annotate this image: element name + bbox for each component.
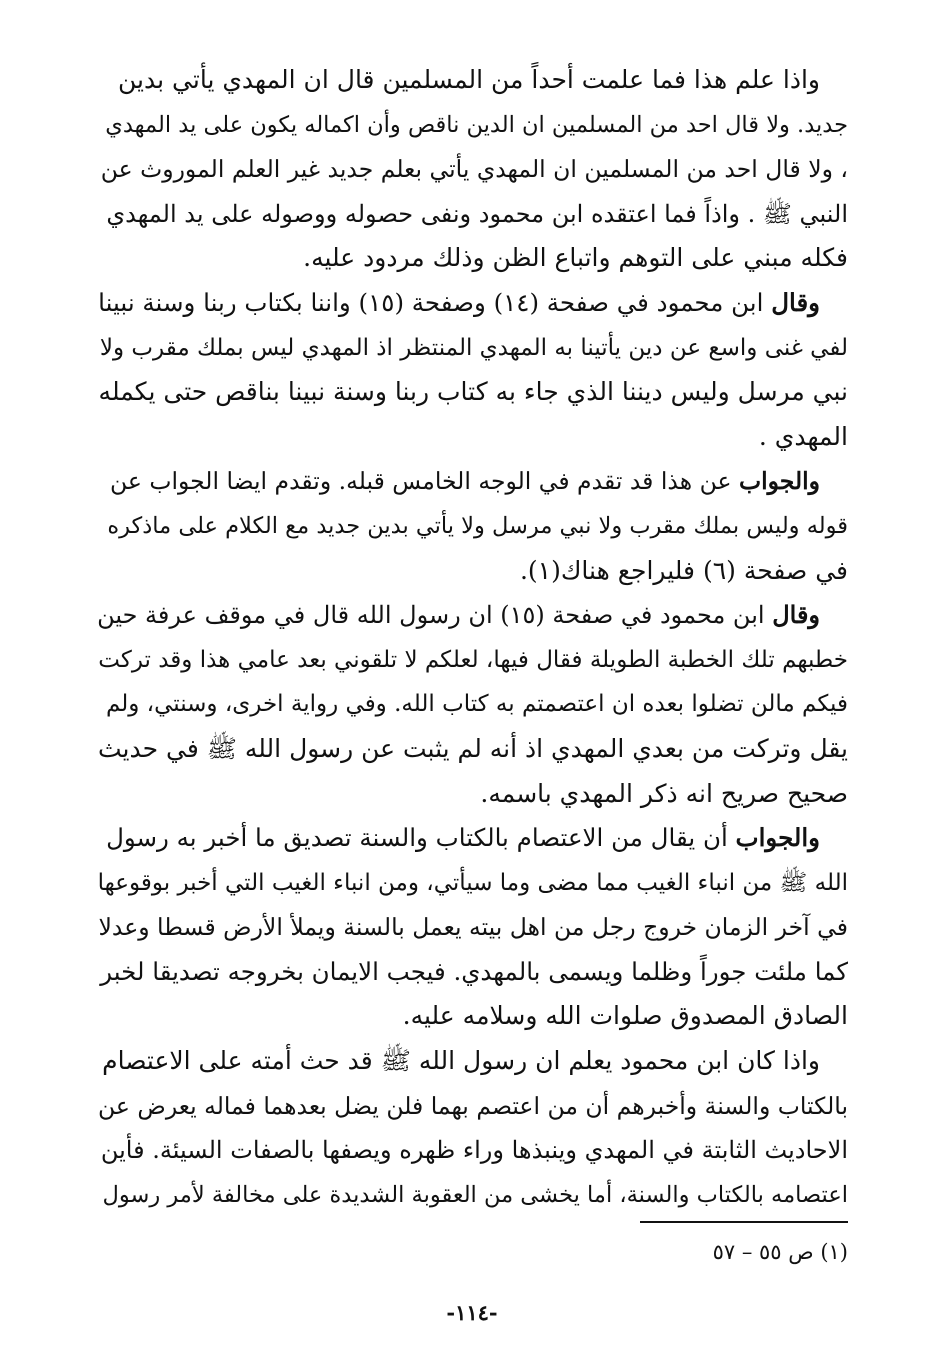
line-text: اعتصامه بالكتاب والسنة، أما يخشى من العقوبة الشديدة على مخالفة لأمر رسول — [102, 1181, 848, 1208]
line-text: لفي غنى واسع عن دين يأتينا به المهدي المنتظر اذ المهدي ليس بملك مقرب ولا — [99, 334, 848, 361]
paragraph-lead-word: وقال — [771, 287, 820, 317]
line-text: بالكتاب والسنة وأخبرهم أن من اعتصم بهما فلن يضل بعدهما فماله يعرض عن — [98, 1091, 848, 1120]
line-text: فيكم مالن تضلوا بعده ان اعتصمتم به كتاب الله. وفي رواية اخرى، وسنتي، ولم — [105, 691, 848, 718]
text-line — [96, 281, 848, 326]
text-line — [96, 1039, 848, 1084]
text-line — [96, 504, 848, 549]
footnote-separator — [640, 1221, 848, 1223]
footnote: (١) ص ٥٥ – ٥٧ — [712, 1240, 848, 1264]
line-text: النبي ﷺ . واذاً فما اعتقده ابن محمود ونفى حصوله ووصوله على يد المهدي — [106, 199, 848, 228]
text-line — [96, 950, 848, 995]
line-text: المهدي . — [758, 421, 848, 451]
line-text: الصادق المصدوق صلوات الله وسلامه عليه. — [402, 1001, 848, 1031]
line-text: في صفحة (٦) فليراجع هناك(١). — [519, 555, 848, 585]
text-line — [96, 772, 848, 817]
text-line — [96, 816, 848, 861]
page-number: -١١٤- — [446, 1300, 498, 1325]
text-line — [96, 58, 848, 103]
paragraph-lead-word: وقال — [772, 600, 820, 630]
line-text: قوله وليس بملك مقرب ولا نبي مرسل ولا يأتي بدين جديد مع الكلام على ماذكره — [107, 512, 848, 539]
line-text: يقل وتركت من بعدي المهدي اذ أنه لم يثبت عن رسول الله ﷺ في حديث — [97, 733, 848, 763]
line-text: عن هذا قد تقدم في الوجه الخامس قبله. وتقدم ايضا الجواب عن — [109, 467, 739, 496]
text-line — [96, 727, 848, 772]
text-line — [96, 638, 848, 683]
text-line — [96, 1173, 848, 1218]
text-line — [96, 236, 848, 281]
text-line — [96, 147, 848, 192]
line-text: ، ولا قال احد من المسلمين ان المهدي يأتي بعلم جديد غير العلم الموروث عن — [100, 155, 848, 184]
text-line — [96, 415, 848, 460]
line-text: خطبهم تلك الخطبة الطويلة فقال فيها، لعلكم لا تلقوني بعد عامي هذا وقد تركت — [98, 646, 848, 673]
line-text: ابن محمود في صفحة (١٤) وصفحة (١٥) واننا بكتاب ربنا وسنة نبينا — [98, 287, 772, 317]
line-text: في آخر الزمان خروج رجل من اهل بيته يعمل بالسنة ويملأ الأرض قسطا وعدلا — [98, 913, 848, 942]
line-text: صحيح صريح انه ذكر المهدي باسمه. — [480, 778, 848, 808]
text-line — [96, 994, 848, 1039]
text-line — [96, 905, 848, 950]
line-text: الاحاديث الثابتة في المهدي وينبذها وراء ظهره ويصفها بالصفات السيئة. فأين — [100, 1136, 848, 1165]
text-line — [96, 1084, 848, 1129]
line-text: كما ملئت جوراً وظلما ويسمى بالمهدي. فيجب الايمان بخروجه تصديقا لخبر — [100, 956, 848, 986]
body-text — [96, 58, 848, 1217]
line-text: جديد. ولا قال احد من المسلمين ان الدين ناقص وأن اكماله يكون على يد المهدي — [105, 111, 848, 138]
line-text: فكله مبني على التوهم واتباع الظن وذلك مردود عليه. — [303, 243, 848, 273]
line-text: ابن محمود في صفحة (١٥) ان رسول الله قال في موقف عرفة حين — [97, 601, 773, 630]
text-line — [96, 326, 848, 371]
paragraph-lead-word: والجواب — [735, 823, 820, 853]
line-text: واذا كان ابن محمود يعلم ان رسول الله ﷺ قد حث أمته على الاعتصام — [102, 1046, 820, 1076]
text-line — [96, 549, 848, 594]
line-text: أن يقال من الاعتصام بالكتاب والسنة تصديق ما أخبر به رسول — [106, 823, 736, 853]
line-text: واذا علم هذا فما علمت أحداً من المسلمين قال ان المهدي يأتي بدين — [118, 65, 820, 94]
text-line — [96, 370, 848, 415]
text-line — [96, 459, 848, 504]
text-line — [96, 192, 848, 237]
text-line — [96, 682, 848, 727]
text-line — [96, 103, 848, 148]
line-text: الله ﷺ من انباء الغيب مما مضى وما سيأتي، ومن انباء الغيب التي أخبر بوقوعها — [97, 869, 848, 896]
text-line — [96, 861, 848, 906]
line-text: نبي مرسل وليس ديننا الذي جاء به كتاب ربنا وسنة نبينا بناقص حتى يكمله — [98, 377, 848, 407]
text-line — [96, 593, 848, 638]
text-line — [96, 1128, 848, 1173]
paragraph-lead-word: والجواب — [739, 467, 820, 496]
